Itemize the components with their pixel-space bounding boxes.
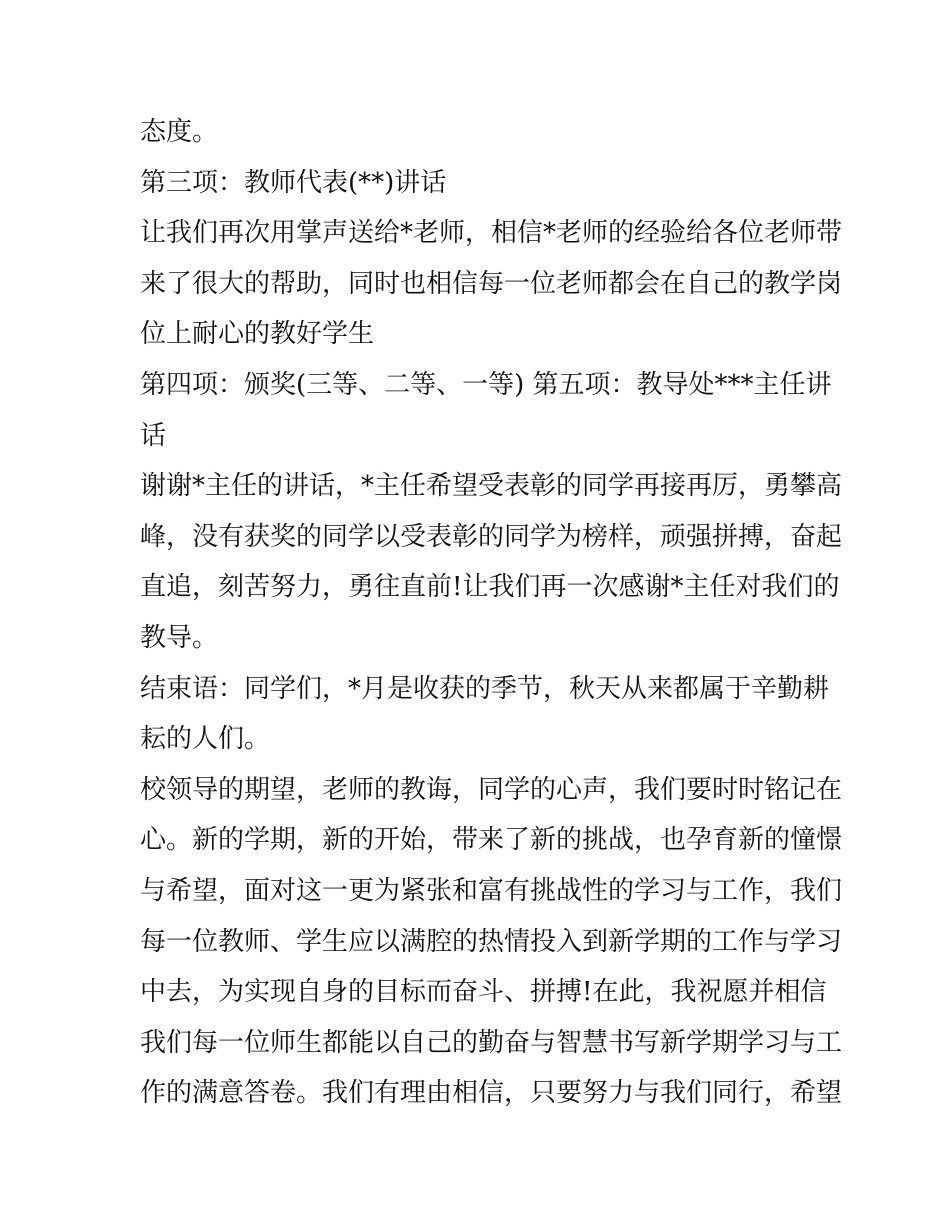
text-line: 我们每一位师生都能以自己的勤奋与智慧书写新学期学习与工 — [140, 1027, 843, 1058]
text-line: 话 — [140, 420, 167, 451]
text-line: 中去，为实现自身的目标而奋斗、拼搏!在此，我祝愿并相信 — [140, 977, 827, 1008]
text-line: 让我们再次用掌声送给*老师，相信*老师的经验给各位老师带 — [140, 218, 843, 249]
text-line: 结束语：同学们，*月是收获的季节，秋天从来都属于辛勤耕 — [140, 673, 830, 704]
text-line: 第四项：颁奖(三等、二等、一等) 第五项：教导处***主任讲 — [140, 369, 832, 400]
document-body — [140, 107, 843, 1119]
text-line: 作的满意答卷。我们有理由相信，只要努力与我们同行，希望 — [140, 1078, 843, 1109]
text-line: 教导。 — [140, 622, 219, 653]
text-line: 第三项：教师代表(**)讲话 — [140, 167, 447, 198]
text-line: 与希望，面对这一更为紧张和富有挑战性的学习与工作，我们 — [140, 875, 843, 906]
text-line: 来了很大的帮助，同时也相信每一位老师都会在自己的教学岗 — [140, 268, 843, 299]
text-line: 校领导的期望，老师的教诲，同学的心声，我们要时时铭记在 — [140, 774, 843, 805]
text-line: 每一位教师、学生应以满腔的热情投入到新学期的工作与学习 — [140, 926, 843, 957]
text-line: 位上耐心的教好学生 — [140, 319, 375, 350]
text-line: 耘的人们。 — [140, 724, 271, 755]
text-line: 心。新的学期，新的开始，带来了新的挑战，也孕育新的憧憬 — [140, 825, 843, 856]
text-line: 谢谢*主任的讲话，*主任希望受表彰的同学再接再厉，勇攀高 — [140, 471, 843, 502]
text-line: 态度。 — [140, 117, 219, 147]
text-line: 直追，刻苦努力，勇往直前!让我们再一次感谢*主任对我们的 — [140, 572, 840, 603]
text-line: 峰，没有获奖的同学以受表彰的同学为榜样，顽强拼搏，奋起 — [140, 521, 843, 552]
